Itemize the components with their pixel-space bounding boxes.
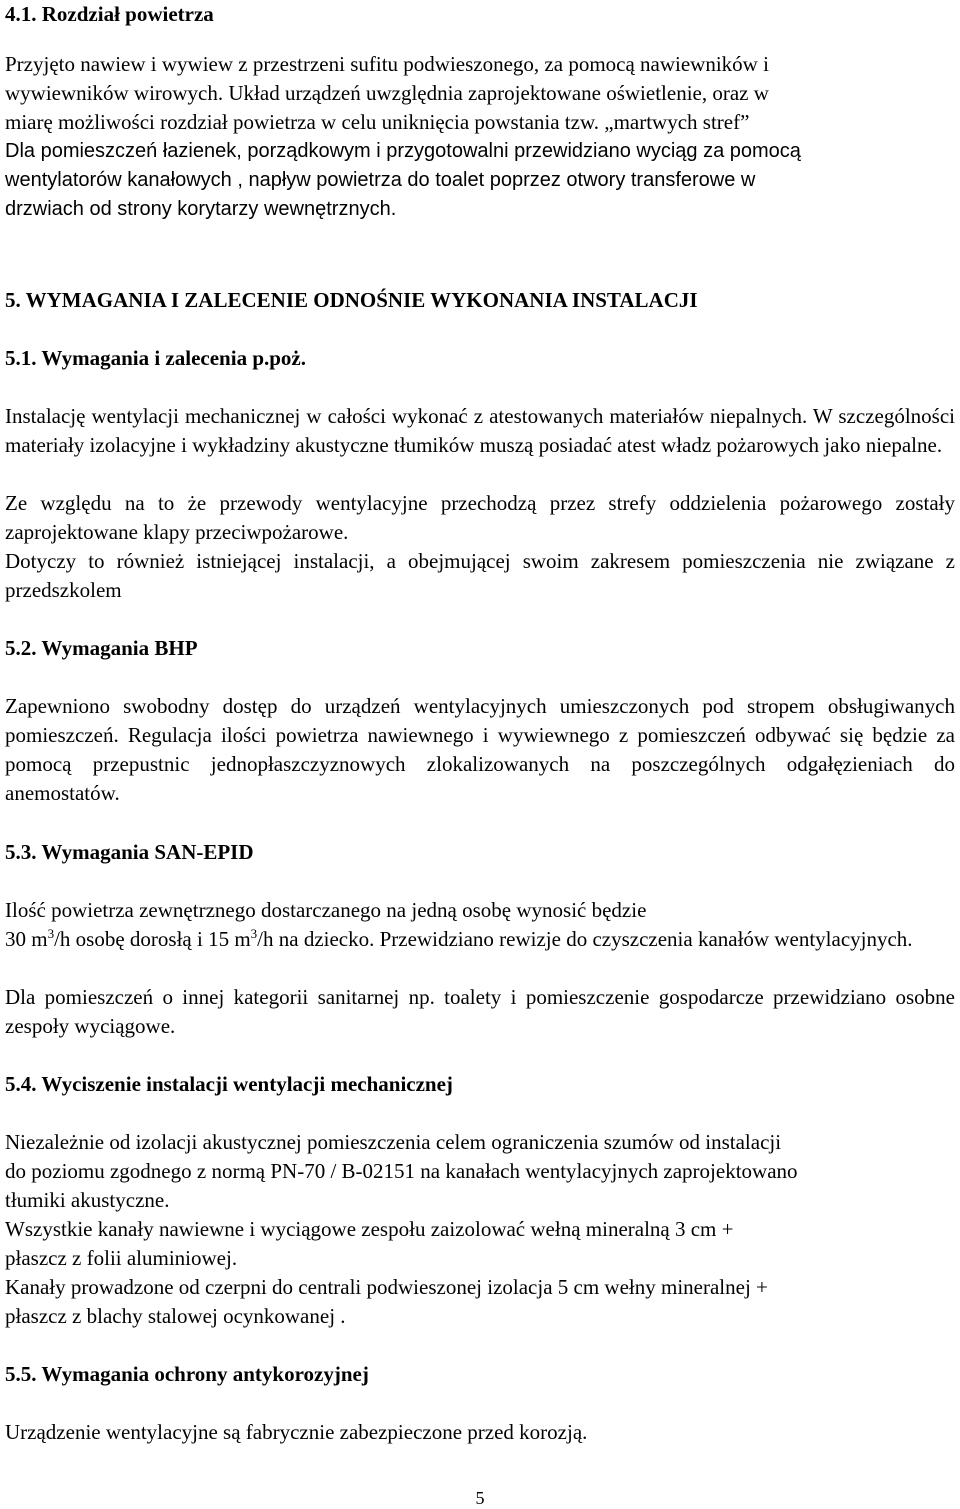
section-5-3-paragraph-1 (5, 925, 955, 954)
text-line: do poziomu zgodnego z normą PN-70 / B-02151 na kanałach wentylacyjnych zaprojektowano (5, 1159, 798, 1183)
section-5-2-title: 5.2. Wymagania BHP (5, 636, 198, 660)
section-5-1-paragraph-2: Ze względu na to że przewody wentylacyjne przechodzą przez strefy oddzielenia pożarowego zostały zaprojektowane klapy przeciwpożarowe. (5, 491, 955, 544)
superscript: 3 (250, 926, 258, 941)
section-5-4-title: 5.4. Wyciszenie instalacji wentylacji mechanicznej (5, 1072, 453, 1096)
section-5-2-paragraph: Zapewniono swobodny dostęp do urządzeń wentylacyjnych umieszczonych pod stropem obsługiwanych pomieszczeń. Regulacja ilości powietrza nawiewnego i wywiewnego z pomieszczeń odbywać się będzie za pomocą przepustnic jednopłaszczyznowych zlokalizowanych na poszczególnych odgałęzieniach do anemostatów. (5, 694, 955, 805)
text-line: wentylatorów kanałowych , napływ powietrza do toalet poprzez otwory transferowe w (5, 169, 756, 191)
text-line: Wszystkie kanały nawiewne i wyciągowe zespołu zaizolować wełną mineralną 3 cm + (5, 1217, 734, 1241)
section-5-1-paragraph-1: Instalację wentylacji mechanicznej w całości wykonać z atestowanych materiałów niepalnych. W szczególności materiały izolacyjne i wykładziny akustyczne tłumików muszą posiadać atest władz pożarowych jako niepalne. (5, 404, 955, 457)
text-line: miarę możliwości rozdział powietrza w celu uniknięcia powstania tzw. „martwych stref” (5, 110, 750, 134)
text-line: tłumiki akustyczne. (5, 1188, 170, 1212)
section-5-3-line-1: Ilość powietrza zewnętrznego dostarczanego na jedną osobę wynosić będzie (5, 898, 647, 922)
page-number: 5 (475, 1488, 485, 1508)
section-5-1-title: 5.1. Wymagania i zalecenia p.poż. (5, 346, 306, 370)
text-line: Kanały prowadzone od czerpni do centrali podwieszonej izolacja 5 cm wełny mineralnej + (5, 1275, 768, 1299)
section-4-1-paragraph-2 (5, 137, 955, 224)
section-5-5-title: 5.5. Wymagania ochrony antykorozyjnej (5, 1362, 369, 1386)
text-line: płaszcz z folii aluminiowej. (5, 1246, 238, 1270)
text-line: Dla pomieszczeń łazienek, porządkowym i przygotowalni przewidziano wyciąg za pomocą (5, 140, 801, 162)
section-5-title: 5. WYMAGANIA I ZALECENIE ODNOŚNIE WYKONANIA INSTALACJI (5, 288, 698, 312)
section-5-1-paragraph-3: Dotyczy to również istniejącej instalacji, a obejmującej swoim zakresem pomieszczenia nie związane z przedszkolem (5, 549, 955, 602)
section-4-1-paragraph-1 (5, 50, 955, 137)
text-line: Niezależnie od izolacji akustycznej pomieszczenia celem ograniczenia szumów od instalacji (5, 1130, 782, 1154)
text-fragment: /h na dziecko. Przewidziano rewizje do czyszczenia kanałów wentylacyjnych. (257, 927, 913, 951)
section-5-3-title: 5.3. Wymagania SAN-EPID (5, 840, 254, 864)
section-5-5-paragraph: Urządzenie wentylacyjne są fabrycznie zabezpieczone przed korozją. (5, 1420, 588, 1444)
superscript: 3 (47, 926, 55, 941)
section-5-4-paragraph-1 (5, 1128, 955, 1215)
section-5-3-paragraph-2: Dla pomieszczeń o innej kategorii sanitarnej np. toalety i pomieszczenie gospodarcze przewidziano osobne zespoły wyciągowe. (5, 985, 955, 1038)
section-5-4-paragraph-3 (5, 1273, 955, 1331)
section-5-4-paragraph-2 (5, 1215, 955, 1273)
text-line: płaszcz z blachy stalowej ocynkowanej . (5, 1304, 346, 1328)
text-line: drzwiach od strony korytarzy wewnętrznych. (5, 198, 397, 220)
section-4-1-title: 4.1. Rozdział powietrza (5, 2, 214, 26)
text-line: wywiewników wirowych. Układ urządzeń uwzględnia zaprojektowane oświetlenie, oraz w (5, 81, 769, 105)
text-fragment: /h osobę dorosłą i 15 m (54, 927, 251, 951)
text-fragment: 30 m (5, 927, 48, 951)
text-line: Przyjęto nawiew i wywiew z przestrzeni sufitu podwieszonego, za pomocą nawiewników i (5, 52, 769, 76)
